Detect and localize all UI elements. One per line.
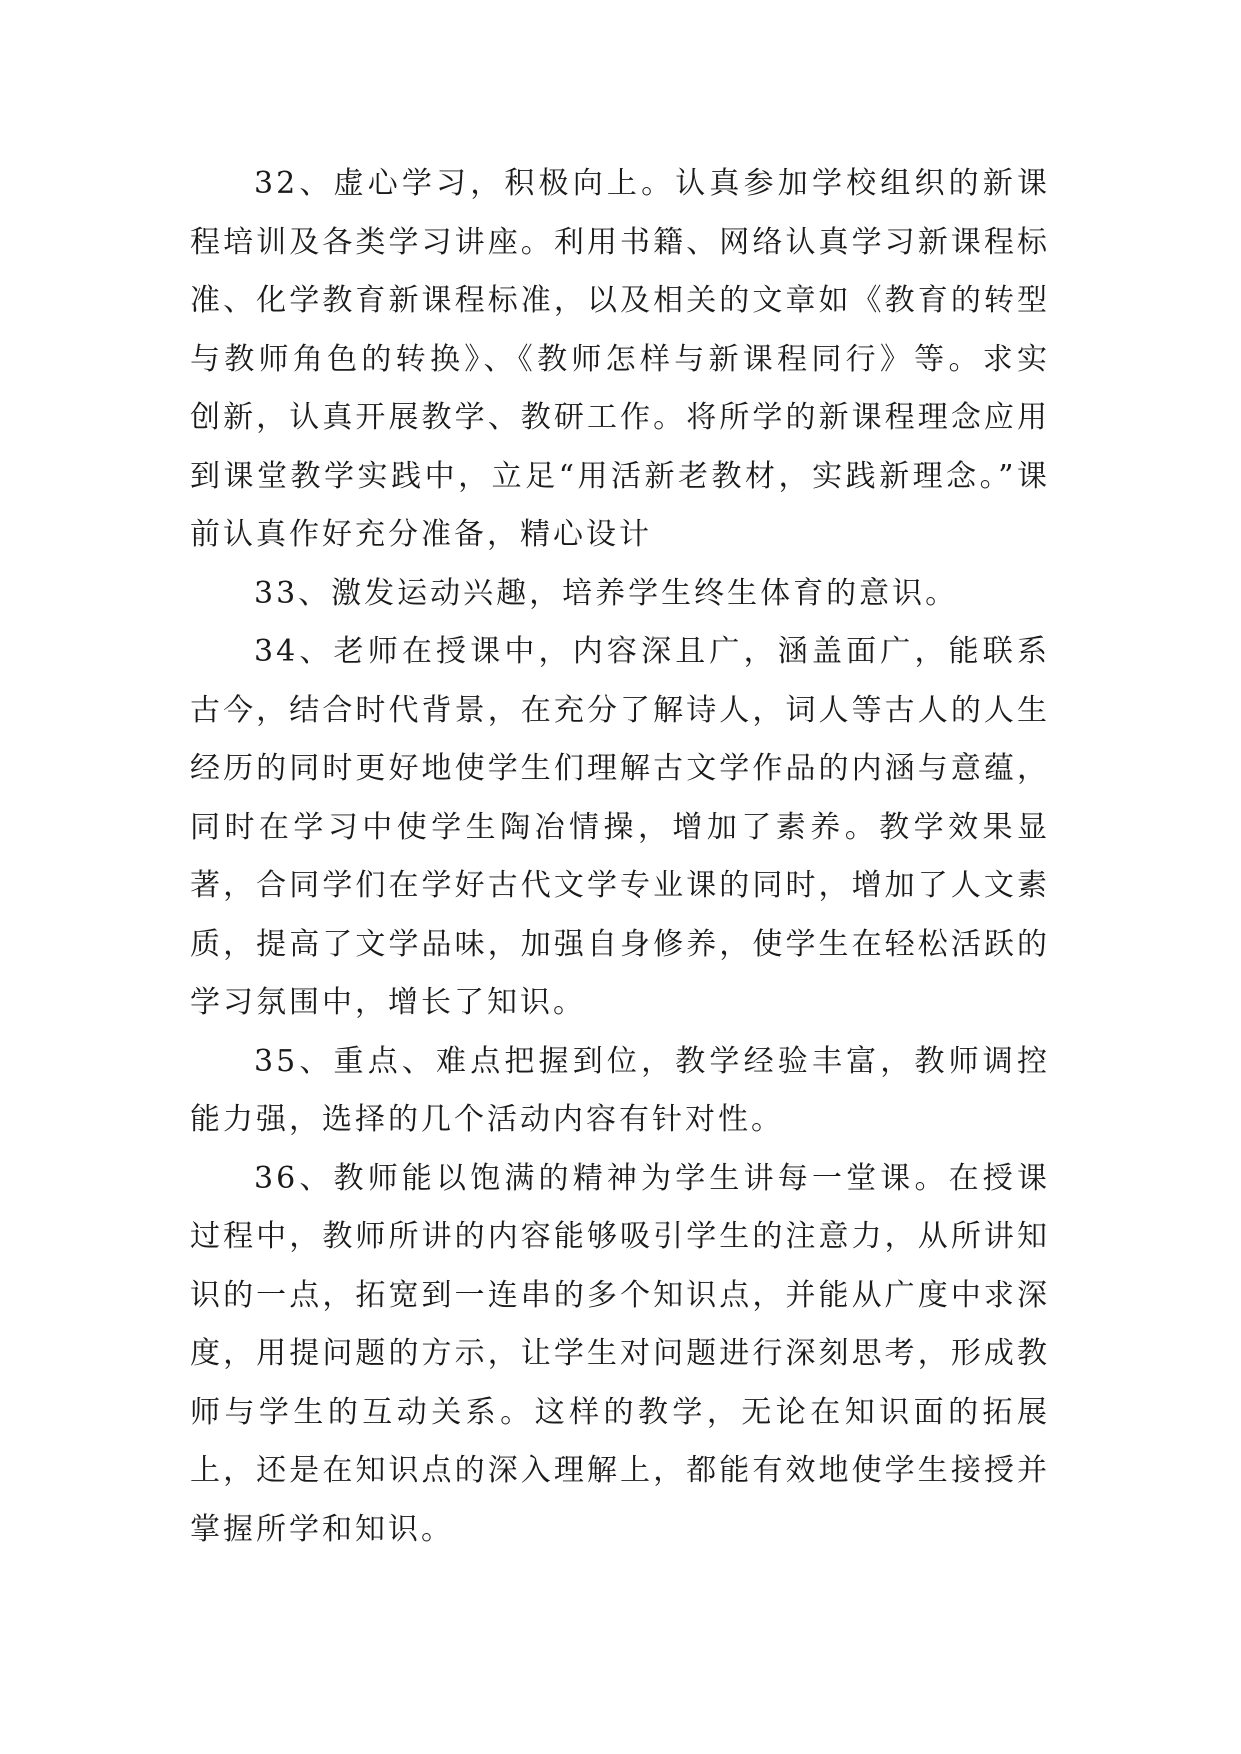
paragraph-35: 35、重点、难点把握到位，教学经验丰富，教师调控能力强，选择的几个活动内容有针对性。 <box>190 1043 1050 1137</box>
paragraph-32: 32、虚心学习，积极向上。认真参加学校组织的新课程培训及各类学习讲座。利用书籍、网络认真学习新课程标准、化学教育新课程标准，以及相关的文章如《教育的转型与教师角色的转换》、《教师怎样与新课程同行》等。求实创新，认真开展教学、教研工作。将所学的新课程理念应用到课堂教学实践中，立足“用活新老教材，实践新理念。”课前认真作好充分准备，精心设计 <box>190 166 1050 552</box>
paragraph-33: 33、激发运动兴趣，培养学生终生体育的意识。 <box>254 575 959 611</box>
paragraph-36: 36、教师能以饱满的精神为学生讲每一堂课。在授课过程中，教师所讲的内容能够吸引学生的注意力，从所讲知识的一点，拓宽到一连串的多个知识点，并能从广度中求深度，用提问题的方示，让学生对问题进行深刻思考，形成教师与学生的互动关系。这样的教学，无论在知识面的拓展上，还是在知识点的深入理解上，都能有效地使学生接授并掌握所学和知识。 <box>190 1160 1050 1547</box>
document-body <box>190 155 1050 1559</box>
paragraph-34: 34、老师在授课中，内容深且广，涵盖面广，能联系古今，结合时代背景，在充分了解诗人，词人等古人的人生经历的同时更好地使学生们理解古文学作品的内涵与意蕴，同时在学习中使学生陶冶情操，增加了素养。教学效果显著，合同学们在学好古代文学专业课的同时，增加了人文素质，提高了文学品味，加强自身修养，使学生在轻松活跃的学习氛围中，增长了知识。 <box>190 634 1050 1020</box>
